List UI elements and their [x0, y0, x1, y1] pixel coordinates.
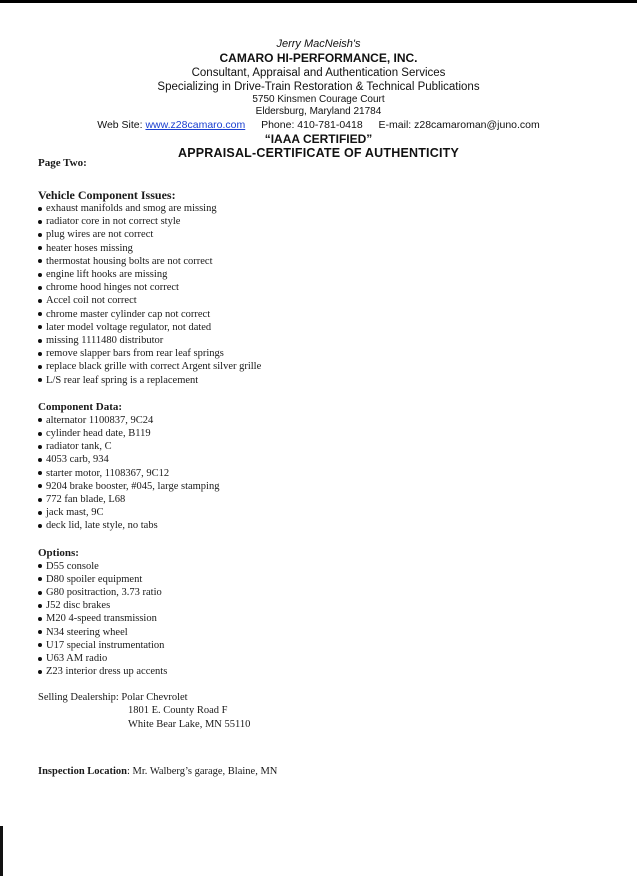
phone-number: 410-781-0418 — [297, 119, 363, 131]
list-item: Z23 interior dress up accents — [38, 665, 598, 678]
letterhead-company: CAMARO HI-PERFORMANCE, INC. — [219, 51, 418, 65]
options-list — [38, 560, 598, 679]
list-item: L/S rear leaf spring is a replacement — [38, 374, 598, 387]
list-item: engine lift hooks are missing — [38, 268, 598, 281]
dealership-name: Polar Chevrolet — [121, 691, 188, 703]
certificate-title: APPRAISAL-CERTIFICATE OF AUTHENTICITY — [177, 146, 459, 160]
list-item: G80 positraction, 3.73 ratio — [38, 586, 598, 599]
selling-dealership — [38, 691, 598, 732]
list-item: jack mast, 9C — [38, 506, 598, 519]
phone-label: Phone: — [261, 119, 295, 131]
list-item: cylinder head date, B119 — [38, 427, 598, 440]
letterhead-city: Eldersburg, Maryland 21784 — [255, 106, 382, 117]
list-item: later model voltage regulator, not dated — [38, 321, 598, 334]
list-item: U17 special instrumentation — [38, 639, 598, 652]
letterhead-contact — [0, 119, 637, 132]
letterhead-specialty: Specializing in Drive-Train Restoration & Technical Publications — [157, 81, 480, 93]
list-item: M20 4-speed transmission — [38, 612, 598, 625]
list-item: alternator 1100837, 9C24 — [38, 414, 598, 427]
list-item: 772 fan blade, L68 — [38, 493, 598, 506]
list-item: replace black grille with correct Argent silver grille — [38, 360, 598, 373]
list-item: missing 1111480 distributor — [38, 334, 598, 347]
list-item: radiator tank, C — [38, 440, 598, 453]
list-item: remove slapper bars from rear leaf springs — [38, 347, 598, 360]
scan-edge-left — [0, 826, 3, 876]
list-item: chrome hood hinges not correct — [38, 281, 598, 294]
inspection-value: : Mr. Walberg’s garage, Blaine, MN — [126, 766, 278, 777]
vehicle-issues-list — [38, 202, 598, 387]
list-item: heater hoses missing — [38, 242, 598, 255]
list-item: Accel coil not correct — [38, 294, 598, 307]
dealership-label: Selling Dealership: — [38, 691, 119, 703]
website-label: Web Site: — [97, 119, 143, 131]
vehicle-issues-heading: Vehicle Component Issues: — [38, 188, 176, 202]
list-item: plug wires are not correct — [38, 228, 598, 241]
list-item: N34 steering wheel — [38, 626, 598, 639]
dealership-city: White Bear Lake, MN 55110 — [128, 718, 251, 730]
list-item: 4053 carb, 934 — [38, 453, 598, 466]
letterhead — [0, 38, 637, 161]
email-address: z28camaroman@juno.com — [414, 119, 540, 131]
list-item: 9204 brake booster, #045, large stamping — [38, 480, 598, 493]
letterhead-services: Consultant, Appraisal and Authentication Services — [191, 67, 446, 79]
component-data-heading: Component Data: — [38, 400, 123, 413]
certified-heading: “IAAA CERTIFIED” — [264, 132, 373, 146]
list-item: radiator core in not correct style — [38, 215, 598, 228]
list-item: D80 spoiler equipment — [38, 573, 598, 586]
list-item: U63 AM radio — [38, 652, 598, 665]
list-item: starter motor, 1108367, 9C12 — [38, 467, 598, 480]
website-link[interactable]: www.z28camaro.com — [145, 119, 246, 131]
component-data-list — [38, 414, 598, 533]
list-item: D55 console — [38, 560, 598, 573]
letterhead-name: Jerry MacNeish's — [276, 38, 361, 50]
inspection-location — [38, 765, 598, 779]
list-item: J52 disc brakes — [38, 599, 598, 612]
list-item: deck lid, late style, no tabs — [38, 519, 598, 532]
inspection-label: Inspection Location — [38, 766, 127, 777]
document-body — [38, 156, 598, 779]
scan-edge-top — [0, 0, 637, 3]
list-item: thermostat housing bolts are not correct — [38, 255, 598, 268]
dealership-street: 1801 E. County Road F — [128, 705, 228, 716]
page-label: Page Two: — [38, 157, 87, 169]
list-item: exhaust manifolds and smog are missing — [38, 202, 598, 215]
options-heading: Options: — [38, 546, 79, 559]
list-item: chrome master cylinder cap not correct — [38, 308, 598, 321]
letterhead-street: 5750 Kinsmen Courage Court — [252, 94, 385, 105]
email-label: E-mail: — [378, 119, 412, 131]
